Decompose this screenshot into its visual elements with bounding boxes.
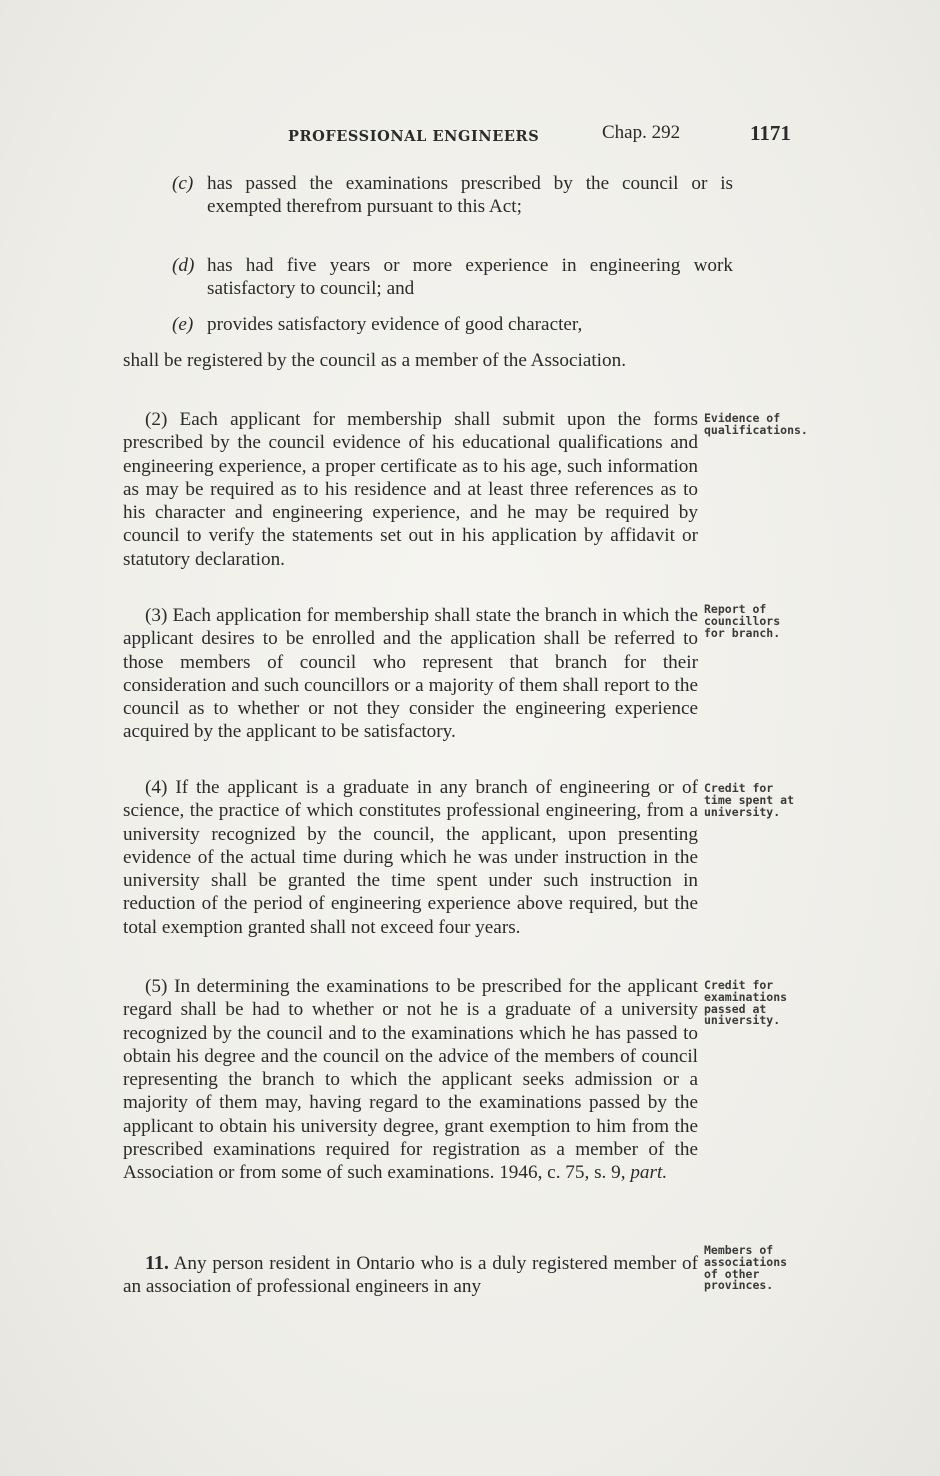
citation-part: part. [630,1162,668,1184]
item-text: provides satisfactory evidence of good character, [207,314,583,335]
subsection-2: (2) Each applicant for membership shall submit upon the forms prescribed by the council evidence of his educational qualifications and engineering experience, a proper certificate as to his age, such information as may be required as to his residence and at least three references as to his character and engineering experience, and he may be required by council to verify the statements set out in his application by affidavit or statutory declaration. [123,409,698,570]
item-text: has had five years or more experience in engineering work satisfactory to council; and [207,255,733,300]
chapter-label: Chap. 292 [602,122,681,143]
margin-note-report: Report of councillors for branch. [704,602,781,640]
item-text: has passed the examinations prescribed by the council or is exempted therefrom pursuant to this Act; [207,173,733,218]
subsection-5-text: (5) In determining the examinations to be prescribed for the applicant regard shall be had to whether or not he is a graduate of a university recognized by the council and to the examinations which he has passed to obtain his degree and the council on the advice of the members of council representing the branch to which the applicant seeks admission or a majority of them may, having regard to the examinations passed by the applicant to obtain his university degree, grant exemption to him from the prescribed examinations required for registration as a member of the Association or from some of such examinations. 1946, c. 75, s. 9, [123,976,698,1184]
item-e [172,313,733,336]
item-label: (e) [172,314,194,335]
section-11-text: Any person resident in Ontario who is a duly registered member of an association of professional engineers in any [123,1253,698,1298]
subsection-3: (3) Each application for membership shall state the branch in which the applicant desires to be enrolled and the application shall be referred to those members of council who represent that branch for their consideration and such councillors or a majority of them shall report to the council as to whether or not they consider the engineering experience acquired by the applicant to be satisfactory. [123,605,698,743]
subsection-4: (4) If the applicant is a graduate in any branch of engineering or of science, the practice of which constitutes professional engineering, from a university recognized by the council, the applicant, upon presenting evidence of the actual time during which he was under instruction in the university shall be granted the time spent under such instruction in reduction of the period of engineering experience above required, but the total exemption granted shall not exceed four years. [123,777,698,938]
margin-note-members: Members of associations of other provinces. [704,1243,788,1293]
page-header [120,122,810,152]
section-number: 11. [145,1252,169,1274]
subsection-5 [123,975,698,1185]
running-title: PROFESSIONAL ENGINEERS [288,128,540,145]
margin-note-credit-exam: Credit for examinations passed at university. [704,978,788,1028]
margin-note-evidence: Evidence of qualifications. [704,411,808,437]
item-c [172,172,733,219]
closing-clause: shall be registered by the council as a member of the Association. [123,350,626,371]
margin-note-credit-time: Credit for time spent at university. [704,781,795,819]
section-11 [123,1252,698,1299]
page-number: 1171 [750,121,791,145]
item-label: (d) [172,255,195,276]
item-label: (c) [172,173,194,194]
item-d [172,254,733,301]
